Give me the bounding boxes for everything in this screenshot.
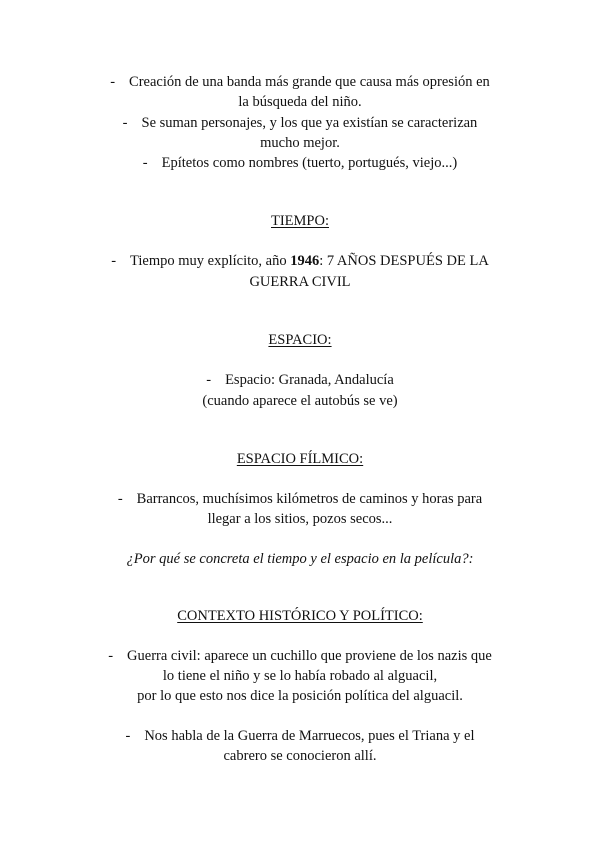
contexto-bullet-2-line-2: cabrero se conocieron allí. xyxy=(223,748,377,764)
intro-bullet-2-line-2: mucho mejor. xyxy=(260,135,340,151)
bullet-dash: - xyxy=(108,648,114,664)
espacio-line-1: - Espacio: Granada, Andalucía xyxy=(206,372,394,388)
contexto-bullet-2-line-1: - Nos habla de la Guerra de Marruecos, pues el Triana y el xyxy=(125,728,475,744)
espacio-filmico-line-1: - Barrancos, muchísimos kilómetros de caminos y horas para xyxy=(117,491,483,507)
bullet-dash: - xyxy=(111,253,117,269)
contexto-bullet-1-line-3: por lo que esto nos dice la posición política del alguacil. xyxy=(137,688,463,704)
tiempo-line-2: GUERRA CIVIL xyxy=(249,274,351,290)
question-text: ¿Por qué se concreta el tiempo y el espacio en la película?: xyxy=(126,551,474,567)
bullet-dash: - xyxy=(122,115,128,131)
intro-bullet-1-line-1: - Creación de una banda más grande que causa más opresión en xyxy=(110,74,490,90)
bullet-dash: - xyxy=(142,155,148,171)
espacio-filmico-heading: ESPACIO FÍLMICO: xyxy=(236,451,364,467)
espacio-filmico-line-2: llegar a los sitios, pozos secos... xyxy=(207,511,393,527)
bullet-dash: - xyxy=(125,728,131,744)
contexto-bullet-1-line-2: lo tiene el niño y se lo había robado al alguacil, xyxy=(162,668,438,684)
tiempo-line-1: - Tiempo muy explícito, año 1946: 7 AÑOS DESPUÉS DE LA xyxy=(111,253,489,269)
intro-bullet-2-line-1: - Se suman personajes, y los que ya existían se caracterizan xyxy=(122,115,478,131)
espacio-line-2: (cuando aparece el autobús se ve) xyxy=(202,393,398,409)
contexto-heading: CONTEXTO HISTÓRICO Y POLÍTICO: xyxy=(177,608,423,624)
bullet-dash: - xyxy=(206,372,212,388)
contexto-bullet-1-line-1: - Guerra civil: aparece un cuchillo que proviene de los nazis que xyxy=(108,648,492,664)
tiempo-heading: TIEMPO: xyxy=(271,213,329,229)
intro-bullet-1-line-2: la búsqueda del niño. xyxy=(238,94,362,110)
tiempo-year: 1946 xyxy=(290,253,320,269)
espacio-heading: ESPACIO: xyxy=(268,332,332,348)
intro-bullet-3-line-1: - Epítetos como nombres (tuerto, portugués, viejo...) xyxy=(142,155,458,171)
bullet-dash: - xyxy=(110,74,116,90)
bullet-dash: - xyxy=(117,491,123,507)
